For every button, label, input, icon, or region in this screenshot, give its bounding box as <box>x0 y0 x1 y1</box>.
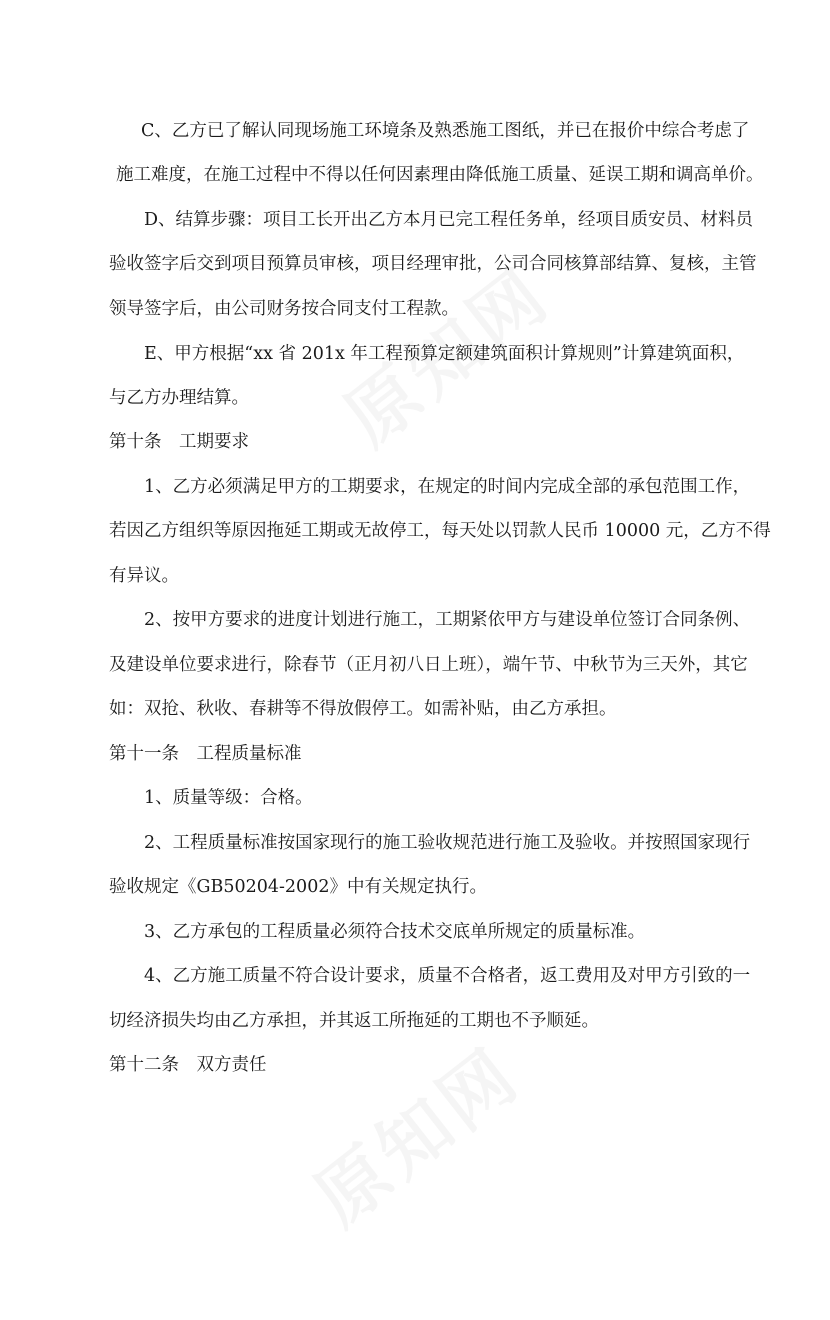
paragraph-line: 验收签字后交到项目预算员审核，项目经理审批，公司合同核算部结算、复核，主管 <box>109 254 757 274</box>
paragraph-line: 1、乙方必须满足甲方的工期要求，在规定的时间内完成全部的承包范围工作， <box>144 477 751 497</box>
paragraph-line: 有异议。 <box>109 566 179 586</box>
paragraph-line: 2、工程质量标准按国家现行的施工验收规范进行施工及验收。并按照国家现行 <box>144 833 751 853</box>
paragraph-line: 3、乙方承包的工程质量必须符合技术交底单所规定的质量标准。 <box>144 922 646 942</box>
paragraph-line: 与乙方办理结算。 <box>109 388 249 408</box>
paragraph-line: 施工难度，在施工过程中不得以任何因素理由降低施工质量、延误工期和调高单价。 <box>116 165 764 185</box>
paragraph-line: 4、乙方施工质量不符合设计要求，质量不合格者，返工费用及对甲方引致的一 <box>144 966 751 986</box>
section-heading: 第十一条 工程质量标准 <box>109 744 302 764</box>
paragraph-line: 领导签字后，由公司财务按合同支付工程款。 <box>109 299 459 319</box>
paragraph-line: E、甲方根据“xx 省 201x 年工程预算定额建筑面积计算规则”计算建筑面积， <box>144 344 745 364</box>
paragraph-line: D、结算步骤：项目工长开出乙方本月已完工程任务单，经项目质安员、材料员 <box>144 210 754 230</box>
paragraph-line: 2、按甲方要求的进度计划进行施工，工期紧依甲方与建设单位签订合同条例、 <box>144 610 751 630</box>
section-heading: 第十二条 双方责任 <box>109 1055 267 1075</box>
section-heading: 第十条 工期要求 <box>109 432 249 452</box>
paragraph-line: 1、质量等级：合格。 <box>144 788 313 808</box>
paragraph-line: 若因乙方组织等原因拖延工期或无故停工，每天处以罚款人民币 10000 元，乙方不得 <box>109 521 771 541</box>
paragraph-line: C、乙方已了解认同现场施工环境条及熟悉施工图纸，并已在报价中综合考虑了 <box>141 121 750 141</box>
watermark <box>290 1040 571 1320</box>
paragraph-line: 验收规定《GB50204-2002》中有关规定执行。 <box>109 877 487 897</box>
paragraph-line: 切经济损失均由乙方承担，并其返工所拖延的工期也不予顺延。 <box>109 1011 599 1031</box>
paragraph-line: 及建设单位要求进行，除春节（正月初八日上班），端午节、中秋节为三天外，其它 <box>109 655 748 675</box>
paragraph-line: 如：双抢、秋收、春耕等不得放假停工。如需补贴，由乙方承担。 <box>109 699 617 719</box>
